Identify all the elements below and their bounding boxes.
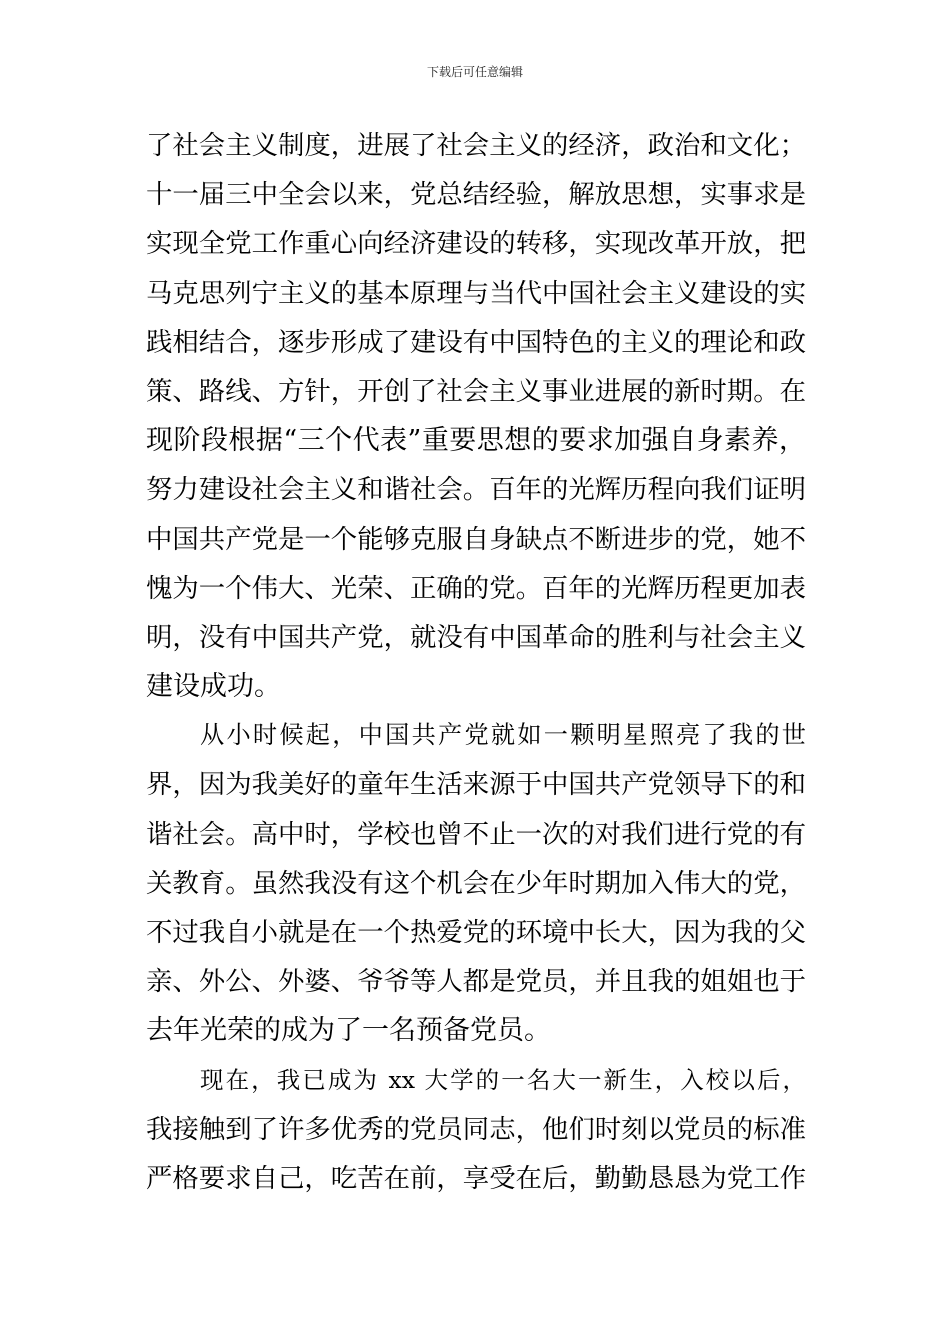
text-line: 策、路线、方针，开创了社会主义事业进展的新时期。在	[146, 375, 806, 407]
text-line: 关教育。虽然我没有这个机会在少年时期加入伟大的党，	[146, 867, 806, 899]
text-line: 界，因为我美好的童年生活来源于中国共产党领导下的和	[146, 769, 806, 801]
text-line: 去年光荣的成为了一名预备党员。	[146, 1015, 551, 1047]
text-line: 明，没有中国共产党，就没有中国革命的胜利与社会主义	[146, 621, 806, 653]
text-line: 了社会主义制度，进展了社会主义的经济，政治和文化；	[146, 130, 806, 161]
text-line: 我接触到了许多优秀的党员同志，他们时刻以党员的标准	[146, 1113, 806, 1145]
text-line: 十一届三中全会以来，党总结经验，解放思想，实事求是	[146, 179, 806, 211]
text-line: 现阶段根据“三个代表”重要思想的要求加强自身素养，	[146, 425, 806, 457]
text-line: 不过我自小就是在一个热爱党的环境中长大，因为我的父	[146, 917, 806, 948]
text-line: 愧为一个伟大、光荣、正确的党。百年的光辉历程更加表	[146, 572, 806, 604]
text-line: 实现全党工作重心向经济建设的转移，实现改革开放，把	[146, 228, 806, 260]
text-line: 努力建设社会主义和谐社会。百年的光辉历程向我们证明	[146, 474, 806, 506]
text-line: 亲、外公、外婆、爷爷等人都是党员，并且我的姐姐也于	[146, 966, 806, 998]
text-line: 建设成功。	[146, 671, 281, 703]
page-header-note: 下载后可任意编辑	[426, 65, 523, 79]
paragraph-first-line: 从小时候起，中国共产党就如一颗明星照亮了我的世	[200, 721, 806, 750]
text-line: 中国共产党是一个能够克服自身缺点不断进步的党，她不	[146, 523, 806, 555]
text-line: 践相结合，逐步形成了建设有中国特色的主义的理论和政	[146, 326, 806, 358]
text-line: 谐社会。高中时，学校也曾不止一次的对我们进行党的有	[146, 818, 806, 850]
text-line: 马克思列宁主义的基本原理与当代中国社会主义建设的实	[146, 277, 806, 309]
text-line: 严格要求自己，吃苦在前，享受在后，勤勤恳恳为党工作	[146, 1162, 806, 1194]
document-body	[146, 121, 806, 1203]
paragraph-first-line: 现在，我已成为 xx 大学的一名大一新生，入校以后，	[200, 1065, 806, 1094]
